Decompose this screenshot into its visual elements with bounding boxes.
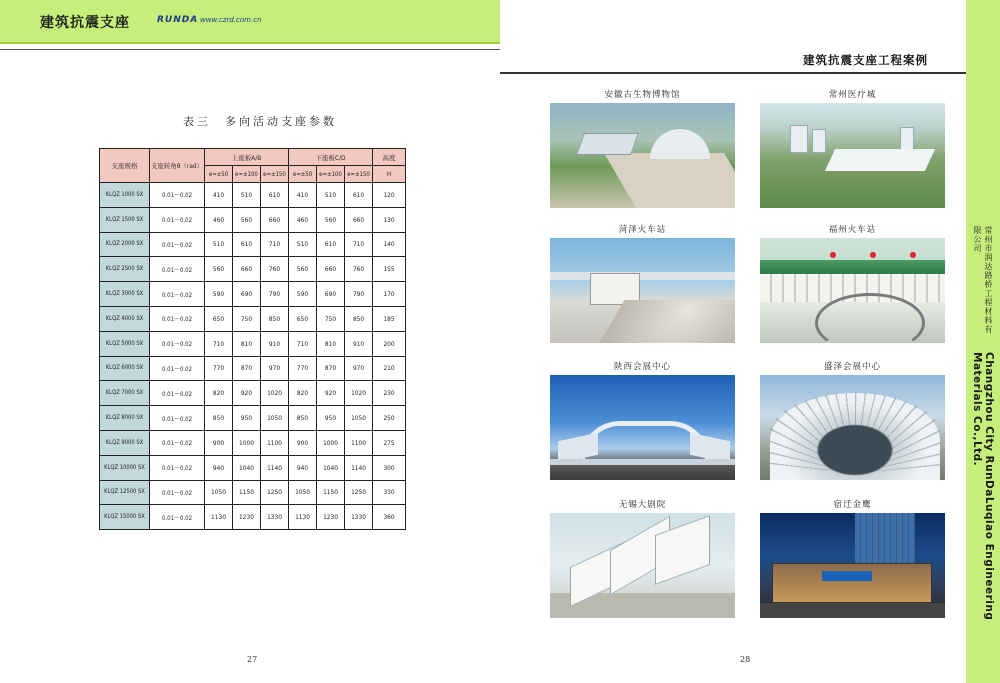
- lower-plate-cell: 460: [289, 207, 317, 232]
- upper-plate-cell: 660: [233, 257, 261, 282]
- lower-plate-cell: 660: [317, 257, 345, 282]
- lower-plate-cell: 920: [317, 381, 345, 406]
- upper-plate-cell: 870: [233, 356, 261, 381]
- lower-plate-cell: 1050: [345, 406, 373, 431]
- spec-cell: KLQZ 1500 SX: [100, 207, 150, 232]
- lower-plate-cell: 1020: [345, 381, 373, 406]
- rotation-cell: 0.01～0.02: [150, 331, 205, 356]
- case-card: [760, 359, 945, 480]
- upper-plate-cell: 410: [205, 183, 233, 208]
- subheader: e=±150: [345, 166, 373, 183]
- lower-plate-cell: 1230: [317, 505, 345, 530]
- table-row: [100, 331, 406, 356]
- header-rule: [0, 49, 500, 50]
- upper-plate-cell: 1050: [261, 406, 289, 431]
- height-cell: 200: [373, 331, 406, 356]
- lower-plate-cell: 610: [317, 232, 345, 257]
- lower-plate-cell: 710: [345, 232, 373, 257]
- case-card: [550, 497, 735, 618]
- table-row: [100, 480, 406, 505]
- upper-plate-cell: 610: [233, 232, 261, 257]
- table-row: [100, 381, 406, 406]
- spec-cell: KLQZ 1000 SX: [100, 183, 150, 208]
- height-cell: 230: [373, 381, 406, 406]
- museum-photo-icon: [550, 103, 735, 208]
- case-caption: 菏泽火车站: [618, 225, 667, 235]
- rotation-cell: 0.01～0.02: [150, 480, 205, 505]
- upper-plate-cell: 920: [233, 381, 261, 406]
- rotation-cell: 0.01～0.02: [150, 406, 205, 431]
- rotation-cell: 0.01～0.02: [150, 455, 205, 480]
- subheader: e=±100: [233, 166, 261, 183]
- upper-plate-cell: 610: [261, 183, 289, 208]
- height-cell: 275: [373, 430, 406, 455]
- upper-plate-cell: 1250: [261, 480, 289, 505]
- lower-plate-cell: 970: [345, 356, 373, 381]
- lower-plate-cell: 410: [289, 183, 317, 208]
- lower-plate-cell: 690: [317, 282, 345, 307]
- brand-url: www.czrd.com.cn: [200, 16, 262, 24]
- shopping-mall-photo-icon: [760, 513, 945, 618]
- subheader: e=±50: [205, 166, 233, 183]
- rotation-cell: 0.01～0.02: [150, 282, 205, 307]
- table-row: [100, 282, 406, 307]
- header-spec: 支座规格: [100, 149, 150, 183]
- upper-plate-cell: 660: [261, 207, 289, 232]
- upper-plate-cell: 1230: [233, 505, 261, 530]
- header-upper-plate: 上座板A/B: [205, 149, 289, 166]
- case-card: [550, 359, 735, 480]
- rotation-cell: 0.01～0.02: [150, 232, 205, 257]
- upper-plate-cell: 1020: [261, 381, 289, 406]
- case-card: [760, 87, 945, 208]
- table-row: [100, 232, 406, 257]
- upper-plate-cell: 560: [233, 207, 261, 232]
- lower-plate-cell: 1100: [345, 430, 373, 455]
- upper-plate-cell: 690: [233, 282, 261, 307]
- brand-logo: RUNDA: [157, 15, 199, 25]
- lower-plate-cell: 1040: [317, 455, 345, 480]
- table-row: [100, 430, 406, 455]
- lower-plate-cell: 510: [317, 183, 345, 208]
- upper-plate-cell: 1330: [261, 505, 289, 530]
- height-cell: 170: [373, 282, 406, 307]
- lower-plate-cell: 940: [289, 455, 317, 480]
- upper-plate-cell: 650: [205, 306, 233, 331]
- upper-plate-cell: 950: [233, 406, 261, 431]
- height-cell: 155: [373, 257, 406, 282]
- height-cell: 210: [373, 356, 406, 381]
- spec-cell: KLQZ 9000 SX: [100, 430, 150, 455]
- height-cell: 130: [373, 207, 406, 232]
- exhibition-center-photo-icon: [550, 375, 735, 480]
- header-lower-plate: 下座板C/D: [289, 149, 373, 166]
- spec-cell: KLQZ 5000 SX: [100, 331, 150, 356]
- lower-plate-cell: 1000: [317, 430, 345, 455]
- spec-cell: KLQZ 2500 SX: [100, 257, 150, 282]
- height-cell: 250: [373, 406, 406, 431]
- subheader: e=±50: [289, 166, 317, 183]
- spec-cell: KLQZ 7000 SX: [100, 381, 150, 406]
- upper-plate-cell: 940: [205, 455, 233, 480]
- side-band: [966, 0, 1000, 683]
- spec-cell: KLQZ 4000 SX: [100, 306, 150, 331]
- upper-plate-cell: 510: [233, 183, 261, 208]
- lower-plate-cell: 750: [317, 306, 345, 331]
- page-number-right: 28: [740, 655, 751, 664]
- upper-plate-cell: 1000: [233, 430, 261, 455]
- lower-plate-cell: 850: [289, 406, 317, 431]
- subheader: e=±150: [261, 166, 289, 183]
- header-rule: [500, 72, 970, 74]
- height-cell: 330: [373, 480, 406, 505]
- height-cell: 300: [373, 455, 406, 480]
- lower-plate-cell: 650: [289, 306, 317, 331]
- page-header-band: [0, 0, 500, 44]
- rotation-cell: 0.01～0.02: [150, 306, 205, 331]
- spec-cell: KLQZ 6000 SX: [100, 356, 150, 381]
- upper-plate-cell: 460: [205, 207, 233, 232]
- upper-plate-cell: 1050: [205, 480, 233, 505]
- header-height: 高度: [373, 149, 406, 166]
- spec-cell: KLQZ 8000 SX: [100, 406, 150, 431]
- rotation-cell: 0.01～0.02: [150, 381, 205, 406]
- rotation-cell: 0.01～0.02: [150, 430, 205, 455]
- table-row: [100, 406, 406, 431]
- case-caption: 宿迁金鹰: [833, 500, 872, 510]
- table-row: [100, 455, 406, 480]
- lower-plate-cell: 560: [317, 207, 345, 232]
- upper-plate-cell: 810: [233, 331, 261, 356]
- height-cell: 140: [373, 232, 406, 257]
- table-caption: 表三 多向活动支座参数: [183, 115, 337, 128]
- case-caption: 安徽古生物博物馆: [604, 90, 681, 100]
- table-row: [100, 183, 406, 208]
- subheader: H: [373, 166, 406, 183]
- grand-theatre-photo-icon: [550, 513, 735, 618]
- lower-plate-cell: 870: [317, 356, 345, 381]
- case-card: [550, 87, 735, 208]
- upper-plate-cell: 1140: [261, 455, 289, 480]
- upper-plate-cell: 850: [261, 306, 289, 331]
- station-photo-icon: [550, 238, 735, 343]
- rotation-cell: 0.01～0.02: [150, 207, 205, 232]
- upper-plate-cell: 970: [261, 356, 289, 381]
- upper-plate-cell: 560: [205, 257, 233, 282]
- lower-plate-cell: 1250: [345, 480, 373, 505]
- table-row: [100, 505, 406, 530]
- case-caption: 陕西会展中心: [613, 362, 671, 372]
- case-caption: 福州火车站: [828, 225, 877, 235]
- lower-plate-cell: 810: [317, 331, 345, 356]
- upper-plate-cell: 750: [233, 306, 261, 331]
- rotation-cell: 0.01～0.02: [150, 505, 205, 530]
- upper-plate-cell: 760: [261, 257, 289, 282]
- case-caption: 无锡大剧院: [618, 500, 667, 510]
- header-rotation: 支座转角θ（rad）: [150, 149, 205, 183]
- upper-plate-cell: 790: [261, 282, 289, 307]
- upper-plate-cell: 820: [205, 381, 233, 406]
- case-caption: 常州医疗城: [828, 90, 877, 100]
- lower-plate-cell: 900: [289, 430, 317, 455]
- lower-plate-cell: 590: [289, 282, 317, 307]
- lower-plate-cell: 1130: [289, 505, 317, 530]
- upper-plate-cell: 710: [261, 232, 289, 257]
- upper-plate-cell: 1130: [205, 505, 233, 530]
- right-page: [500, 0, 1000, 683]
- upper-plate-cell: 1100: [261, 430, 289, 455]
- lower-plate-cell: 820: [289, 381, 317, 406]
- upper-plate-cell: 900: [205, 430, 233, 455]
- case-card: [760, 222, 945, 343]
- lower-plate-cell: 790: [345, 282, 373, 307]
- spec-cell: KLQZ 12500 SX: [100, 480, 150, 505]
- lower-plate-cell: 910: [345, 331, 373, 356]
- table-row: [100, 257, 406, 282]
- lower-plate-cell: 760: [345, 257, 373, 282]
- upper-plate-cell: 710: [205, 331, 233, 356]
- case-card: [760, 497, 945, 618]
- upper-plate-cell: 850: [205, 406, 233, 431]
- station-photo-icon: [760, 238, 945, 343]
- spec-cell: KLQZ 10000 SX: [100, 455, 150, 480]
- lower-plate-cell: 560: [289, 257, 317, 282]
- upper-plate-cell: 910: [261, 331, 289, 356]
- lower-plate-cell: 770: [289, 356, 317, 381]
- lower-plate-cell: 1140: [345, 455, 373, 480]
- exhibition-center-photo-icon: [760, 375, 945, 480]
- lower-plate-cell: 1330: [345, 505, 373, 530]
- lower-plate-cell: 850: [345, 306, 373, 331]
- lower-plate-cell: 710: [289, 331, 317, 356]
- height-cell: 360: [373, 505, 406, 530]
- lower-plate-cell: 950: [317, 406, 345, 431]
- subheader: e=±100: [317, 166, 345, 183]
- spec-cell: KLQZ 3000 SX: [100, 282, 150, 307]
- height-cell: 185: [373, 306, 406, 331]
- lower-plate-cell: 1050: [289, 480, 317, 505]
- upper-plate-cell: 590: [205, 282, 233, 307]
- lower-plate-cell: 1150: [317, 480, 345, 505]
- upper-plate-cell: 1150: [233, 480, 261, 505]
- table-row: [100, 207, 406, 232]
- series-title: 建筑抗震支座: [40, 15, 130, 31]
- spec-cell: KLQZ 15000 SX: [100, 505, 150, 530]
- company-name-zh: 常州市润达路桥工程材料有限公司: [973, 226, 993, 334]
- rotation-cell: 0.01～0.02: [150, 183, 205, 208]
- upper-plate-cell: 510: [205, 232, 233, 257]
- case-card: [550, 222, 735, 343]
- page-title: 建筑抗震支座工程案例: [803, 53, 928, 67]
- lower-plate-cell: 610: [345, 183, 373, 208]
- rotation-cell: 0.01～0.02: [150, 257, 205, 282]
- upper-plate-cell: 1040: [233, 455, 261, 480]
- medical-city-photo-icon: [760, 103, 945, 208]
- upper-plate-cell: 770: [205, 356, 233, 381]
- spec-cell: KLQZ 2000 SX: [100, 232, 150, 257]
- lower-plate-cell: 510: [289, 232, 317, 257]
- rotation-cell: 0.01～0.02: [150, 356, 205, 381]
- height-cell: 120: [373, 183, 406, 208]
- page-number-left: 27: [247, 655, 258, 664]
- case-caption: 盛泽会展中心: [823, 362, 881, 372]
- lower-plate-cell: 660: [345, 207, 373, 232]
- table-row: [100, 306, 406, 331]
- bearing-parameter-table: [99, 148, 406, 530]
- company-name-en: Changzhou City RunDaLuqiao Engineering Materials Co.,Ltd.: [971, 351, 995, 621]
- table-row: [100, 356, 406, 381]
